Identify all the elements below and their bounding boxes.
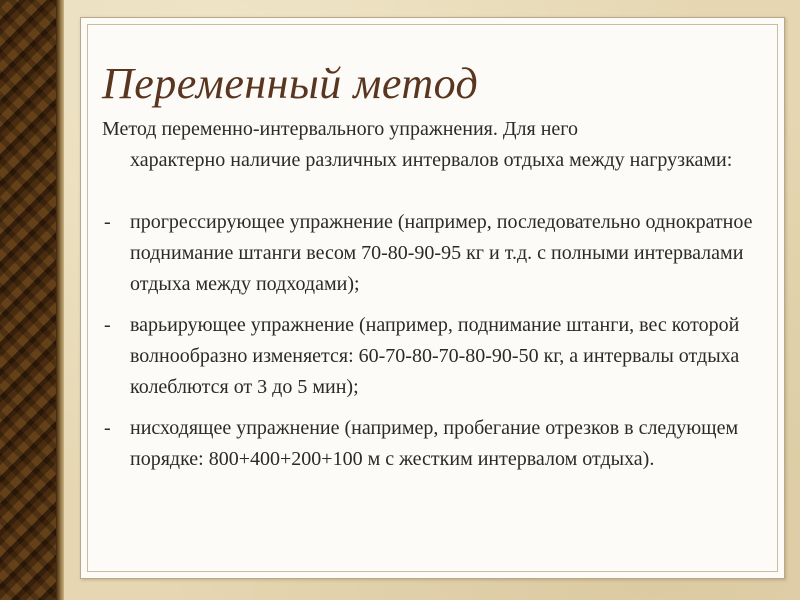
- bullet-dash: -: [104, 211, 111, 233]
- decorative-strip-edge: [56, 0, 64, 600]
- list-item: [102, 413, 762, 475]
- bullet-dash: -: [104, 314, 111, 336]
- intro-paragraph: [102, 114, 762, 176]
- bullet-dash: -: [104, 417, 111, 439]
- list-item: [102, 207, 762, 300]
- list-item-text: прогрессирующее упражнение (например, последовательно однократное поднимание штанги весом 70-80-90-95 кг и т.д. с полными интервалами отдыха между подходами);: [130, 211, 753, 295]
- slide-title: Переменный метод: [102, 59, 479, 108]
- intro-continuation: характерно наличие различных интервалов отдыха между нагрузками:: [130, 149, 733, 171]
- list-item-text: нисходящее упражнение (например, пробегание отрезков в следующем порядке: 800+400+200+100 м с жестким интервалом отдыха).: [130, 417, 739, 470]
- bullet-list: [102, 207, 762, 485]
- decorative-side-strip: [0, 0, 56, 600]
- intro-first-line: Метод переменно-интервального упражнения. Для него: [102, 118, 578, 140]
- list-item-text: варьирующее упражнение (например, поднимание штанги, вес которой волнообразно изменяется: 60-70-80-70-80-90-50 кг, а интервалы отдыха колеблются от 3 до 5 мин);: [130, 314, 740, 398]
- list-item: [102, 310, 762, 403]
